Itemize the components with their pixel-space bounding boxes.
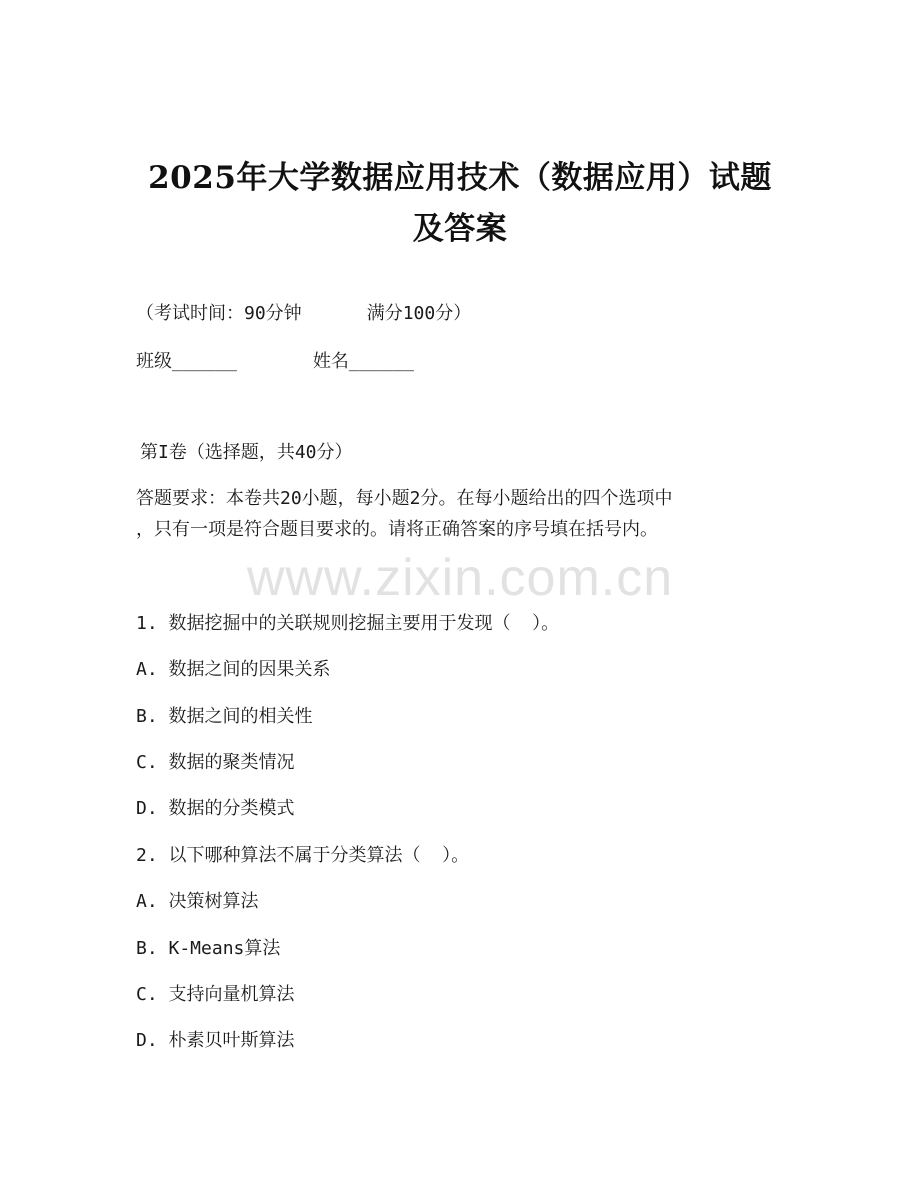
- watermark: www.zixin.com.cn: [246, 549, 674, 607]
- document-title-line-2: 及答案: [412, 211, 508, 247]
- class-name-fields: 班级______ 姓名______: [136, 351, 414, 372]
- question-2-option-a: A. 决策树算法: [136, 891, 259, 912]
- question-2-option-d: D. 朴素贝叶斯算法: [136, 1030, 295, 1051]
- answer-requirement-line-1: 答题要求：本卷共20小题，每小题2分。在每小题给出的四个选项中: [136, 488, 673, 509]
- document-title-line-1: 2025年大学数据应用技术（数据应用）试题: [148, 160, 772, 196]
- answer-requirement-line-2: ，只有一项是符合题目要求的。请将正确答案的序号填在括号内。: [136, 519, 658, 540]
- question-1-option-a: A. 数据之间的因果关系: [136, 659, 331, 680]
- section-title: 第I卷（选择题，共40分）: [140, 442, 353, 463]
- question-2-option-c: C. 支持向量机算法: [136, 984, 295, 1005]
- question-1-option-b: B. 数据之间的相关性: [136, 706, 313, 727]
- exam-info: （考试时间：90分钟 满分100分）: [136, 303, 472, 324]
- question-2-stem: 2. 以下哪种算法不属于分类算法（ ）。: [136, 845, 470, 866]
- question-2-option-b: B. K-Means算法: [136, 938, 281, 959]
- question-1-stem: 1. 数据挖掘中的关联规则挖掘主要用于发现（ ）。: [136, 613, 560, 634]
- question-1-option-c: C. 数据的聚类情况: [136, 752, 295, 773]
- question-1-option-d: D. 数据的分类模式: [136, 798, 295, 819]
